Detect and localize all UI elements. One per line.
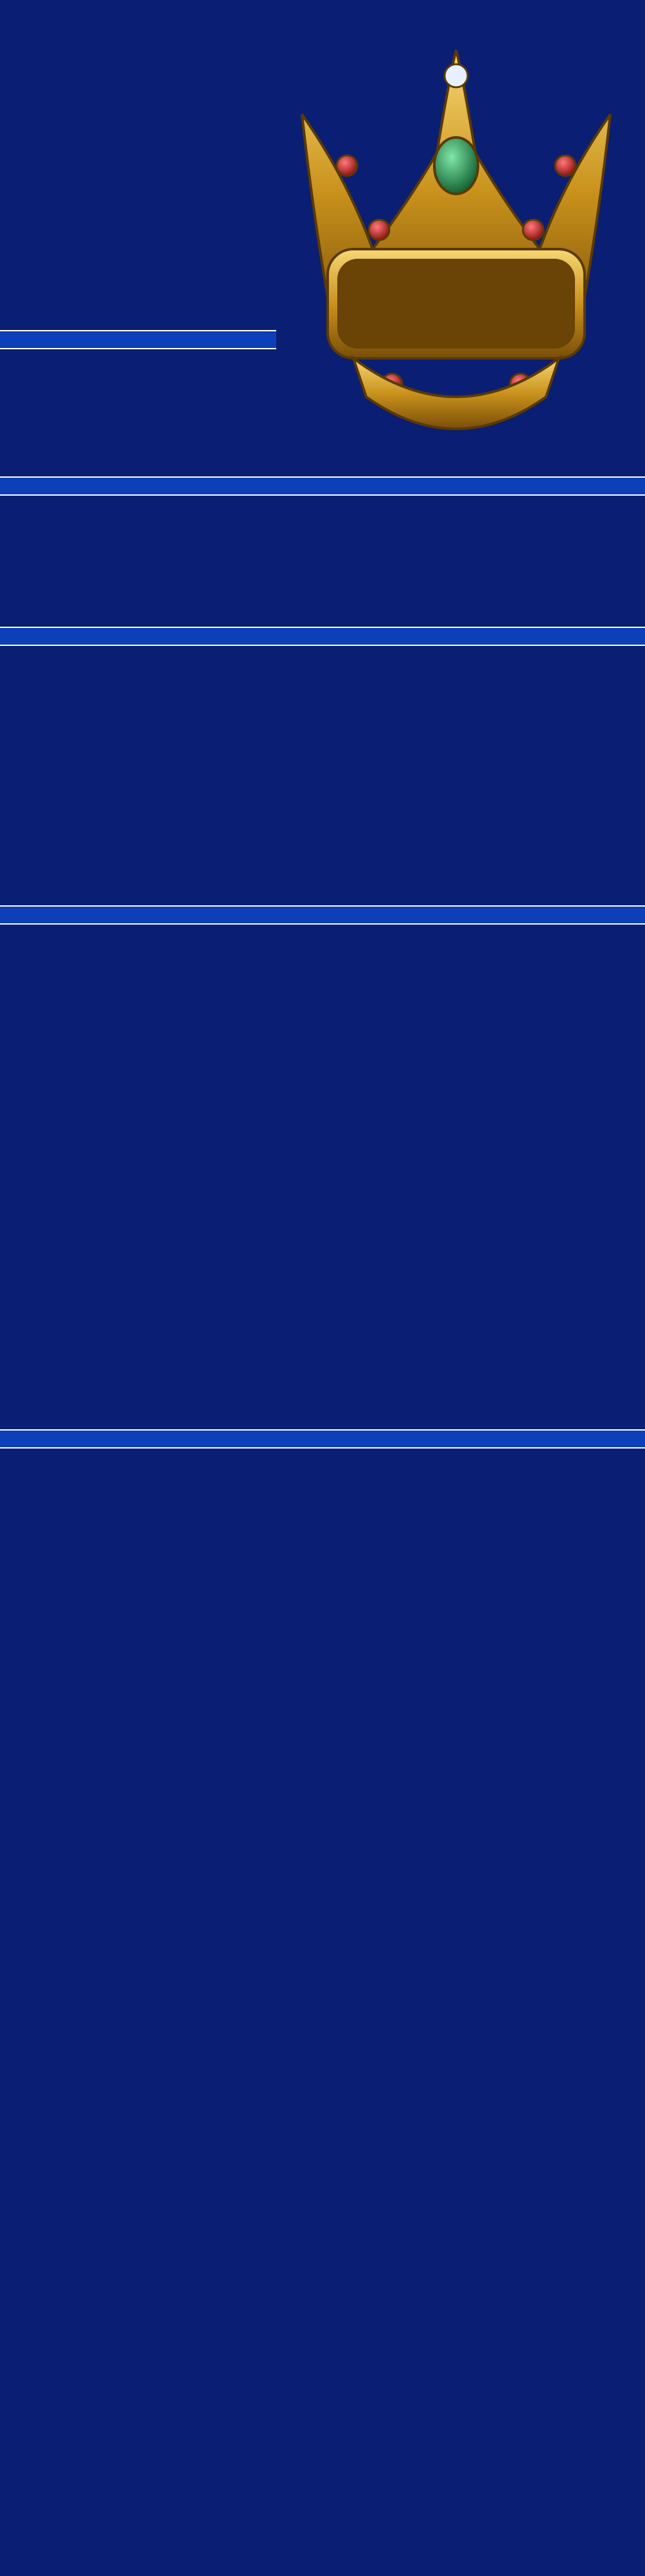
footer-note [0, 2561, 645, 2576]
tier-9-label [0, 1429, 645, 1449]
tier-5-section [0, 330, 645, 475]
tier-8-label [0, 905, 645, 925]
tier-6-label [0, 476, 645, 496]
tier-9-section [0, 1429, 645, 2559]
tier-6-section [0, 476, 645, 625]
tier-5-label [0, 330, 276, 349]
tier-7-section [0, 627, 645, 904]
tier-7-label [0, 627, 645, 646]
tier-8-section [0, 905, 645, 1428]
page-title [0, 0, 645, 33]
